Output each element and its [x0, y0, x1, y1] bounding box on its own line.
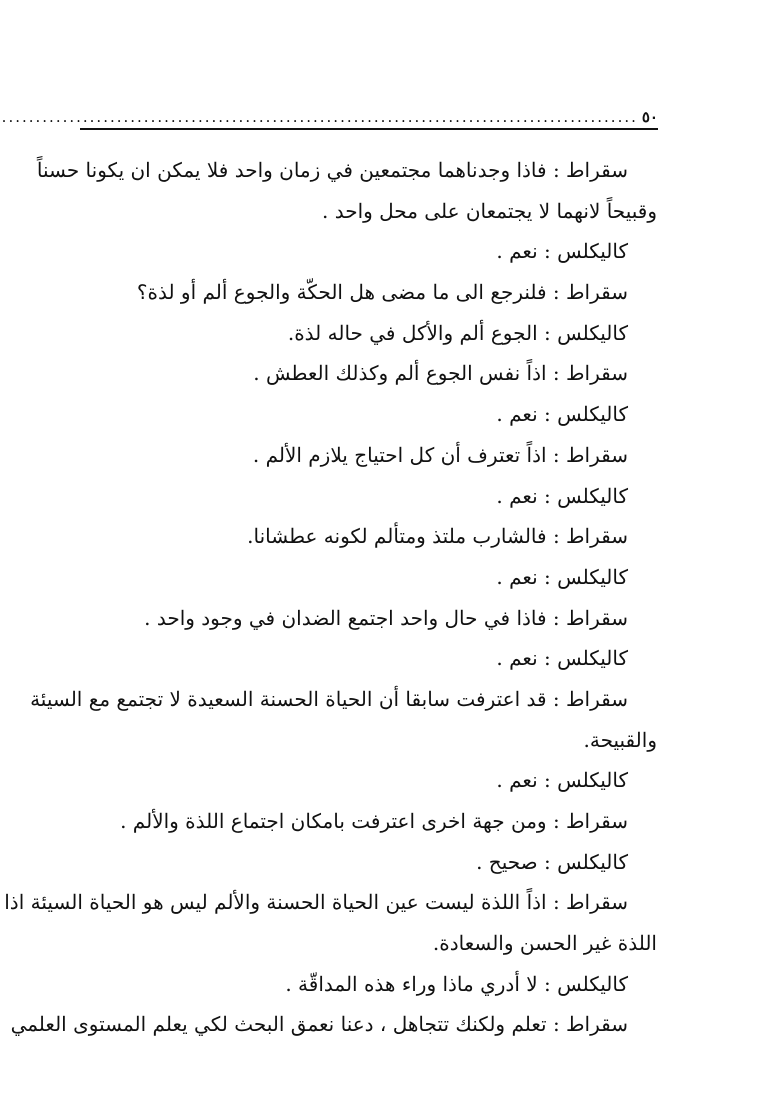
text-line: كاليكلس : الجوع ألم والأكل في حاله لذة.	[287, 320, 628, 345]
text-line: كاليكلس : صحيح .	[476, 849, 628, 874]
text-line: كاليكلس : نعم .	[496, 483, 628, 508]
text-line: سقراط : فاذا وجدناهما مجتمعين في زمان واحد فلا يمكن ان يكونا حسناً	[36, 158, 628, 182]
page-header	[80, 96, 658, 126]
header-rule	[80, 128, 658, 130]
text-line: سقراط : قد اعترفت سابقا أن الحياة الحسنة السعيدة لا تجتمع مع السيئة	[30, 686, 628, 711]
text-line: والقبيحة.	[583, 727, 657, 752]
header-dot-leader	[0, 108, 638, 126]
text-line: سقراط : فلنرجع الى ما مضى هل الحكّة والجوع ألم أو لذة؟	[136, 280, 628, 305]
text-line: سقراط : اذاً تعترف أن كل احتياج يلازم الألم .	[252, 442, 628, 467]
text-line: سقراط : فالشارب ملتذ ومتألم لكونه عطشانا.	[247, 524, 628, 549]
text-line: سقراط : فاذا في حال واحد اجتمع الضدان في وجود واحد .	[144, 605, 628, 630]
text-line: كاليكلس : لا أدري ماذا وراء هذه المداقّة .	[285, 971, 628, 996]
text-line: سقراط : ومن جهة اخرى اعترفت بامكان اجتماع اللذة والألم .	[120, 809, 628, 833]
text-line: اللذة غير الحسن والسعادة.	[432, 931, 657, 956]
text-line: كاليكلس : نعم .	[496, 402, 628, 427]
text-line: سقراط : اذاً اللذة ليست عين الحياة الحسنة والألم ليس هو الحياة السيئة اذا	[4, 890, 628, 915]
text-line: وقبيحاً لانهما لا يجتمعان على محل واحد .	[322, 198, 657, 223]
text-line: سقراط : اذاً نفس الجوع ألم وكذلك العطش .	[253, 361, 628, 386]
text-line: كاليكلس : نعم .	[496, 564, 628, 589]
text-line: سقراط : تعلم ولكنك تتجاهل ، دعنا نعمق البحث لكي يعلم المستوى العلمي	[10, 1012, 628, 1037]
text-line: كاليكلس : نعم .	[496, 239, 628, 264]
page-number: ٥٠	[641, 108, 658, 126]
text-line: كاليكلس : نعم .	[496, 646, 628, 671]
dialogue-body	[4, 150, 657, 1045]
text-line: كاليكلس : نعم .	[496, 768, 628, 793]
